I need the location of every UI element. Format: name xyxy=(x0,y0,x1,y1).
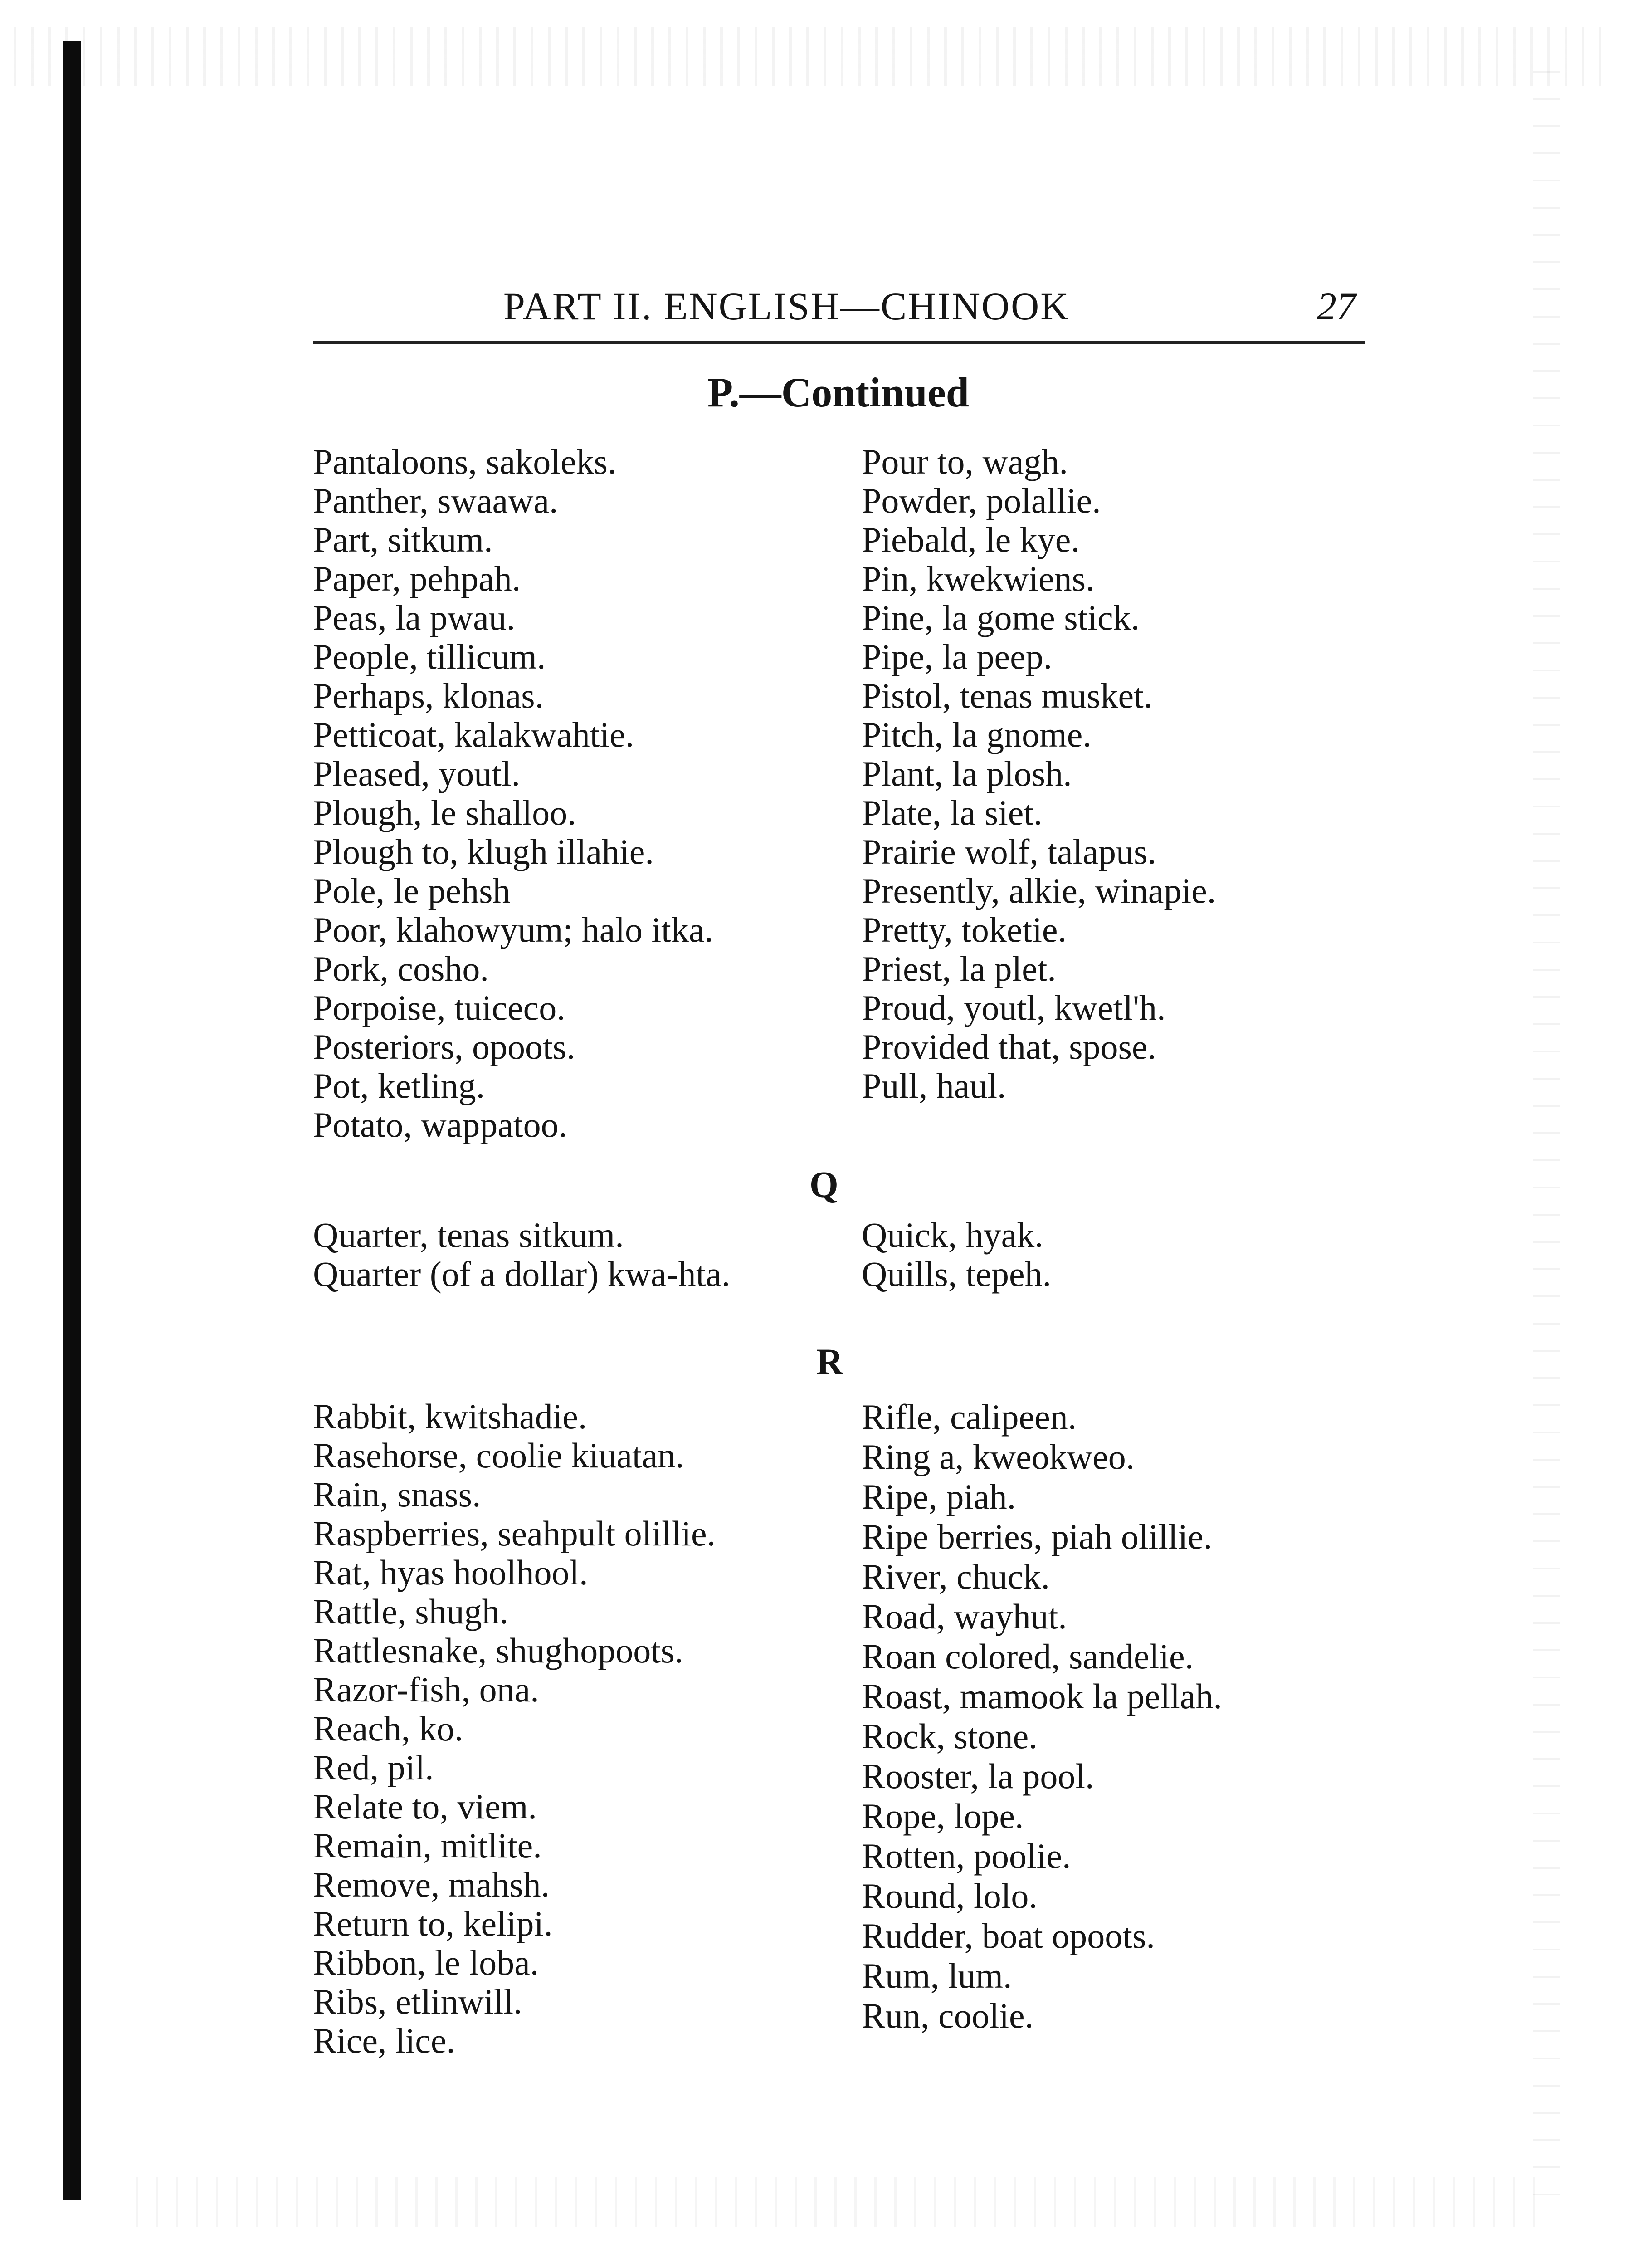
list-item: Pin, kwekwiens. xyxy=(862,559,1095,598)
list-item: Pot, ketling. xyxy=(313,1066,485,1105)
list-item: Plate, la siet. xyxy=(862,793,1043,832)
list-item: Plough, le shalloo. xyxy=(313,793,576,832)
list-item: Red, pil. xyxy=(313,1748,434,1787)
list-item: Rice, lice. xyxy=(313,2021,456,2060)
list-item: Ripe, piah. xyxy=(862,1477,1016,1516)
list-item: Powder, polallie. xyxy=(862,481,1101,520)
list-item: Porpoise, tuiceco. xyxy=(313,988,566,1027)
list-item: Pour to, wagh. xyxy=(862,442,1068,481)
list-item: Quarter, tenas sitkum. xyxy=(313,1215,624,1255)
header-title: PART II. ENGLISH—CHINOOK xyxy=(503,284,1070,328)
list-item: Rock, stone. xyxy=(862,1716,1038,1756)
list-item: Presently, alkie, winapie. xyxy=(862,871,1216,910)
list-item: Part, sitkum. xyxy=(313,520,493,559)
list-item: Rope, lope. xyxy=(862,1796,1024,1836)
list-item: Rotten, poolie. xyxy=(862,1836,1071,1876)
list-item: Ripe berries, piah olillie. xyxy=(862,1517,1213,1556)
section-r-letter: R xyxy=(816,1341,843,1382)
section-r-left-column xyxy=(313,1397,716,2060)
list-item: Pistol, tenas musket. xyxy=(862,676,1153,715)
book-spine-shadow xyxy=(63,41,81,2200)
list-item: Pole, le pehsh xyxy=(313,871,511,910)
page-number: 27 xyxy=(1317,284,1356,328)
list-item: Ribbon, le loba. xyxy=(313,1943,539,1982)
header-rule xyxy=(313,341,1365,344)
list-item: Pine, la gome stick. xyxy=(862,598,1140,637)
section-p-right-column xyxy=(862,442,1216,1105)
list-item: Rabbit, kwitshadie. xyxy=(313,1397,587,1436)
list-item: Pleased, youtl. xyxy=(313,754,521,793)
list-item: Pretty, toketie. xyxy=(862,910,1067,949)
list-item: Rasehorse, coolie kiuatan. xyxy=(313,1436,684,1475)
list-item: Quills, tepeh. xyxy=(862,1254,1052,1294)
list-item: River, chuck. xyxy=(862,1557,1050,1596)
list-item: Prairie wolf, talapus. xyxy=(862,832,1156,871)
list-item: Pipe, la peep. xyxy=(862,637,1053,676)
section-p-title: P.—Continued xyxy=(707,369,969,415)
list-item: Plough to, klugh illahie. xyxy=(313,832,654,871)
list-item: Rattle, shugh. xyxy=(313,1592,509,1631)
list-item: Rifle, calipeen. xyxy=(862,1397,1077,1437)
list-item: Pork, cosho. xyxy=(313,949,489,988)
list-item: Poor, klahowyum; halo itka. xyxy=(313,910,713,949)
list-item: Round, lolo. xyxy=(862,1876,1038,1916)
list-item: Ribs, etlinwill. xyxy=(313,1982,522,2021)
list-item: Peas, la pwau. xyxy=(313,598,516,637)
list-item: Reach, ko. xyxy=(313,1709,463,1748)
list-item: Petticoat, kalakwahtie. xyxy=(313,715,634,754)
list-item: Remain, mitlite. xyxy=(313,1826,542,1865)
scan-noise-right xyxy=(1533,64,1560,2195)
section-p-left-column xyxy=(313,442,713,1144)
list-item: Paper, pehpah. xyxy=(313,559,521,598)
list-item: Rooster, la pool. xyxy=(862,1756,1094,1796)
list-item: Piebald, le kye. xyxy=(862,520,1080,559)
section-q-left-column xyxy=(313,1216,871,1294)
list-item: People, tillicum. xyxy=(313,637,546,676)
list-item: Rudder, boat opoots. xyxy=(862,1916,1155,1955)
list-item: Pitch, la gnome. xyxy=(862,715,1092,754)
list-item: Razor-fish, ona. xyxy=(313,1670,539,1709)
scan-noise-bottom xyxy=(136,2177,1542,2227)
list-item: Run, coolie. xyxy=(862,1996,1034,2035)
list-item: Pantaloons, sakoleks. xyxy=(313,442,617,481)
list-item: Quarter (of a dollar) kwa-hta. xyxy=(313,1254,731,1294)
list-item: Provided that, spose. xyxy=(862,1027,1156,1066)
list-item: Perhaps, klonas. xyxy=(313,676,544,715)
list-item: Remove, mahsh. xyxy=(313,1865,550,1904)
list-item: Roan colored, sandelie. xyxy=(862,1637,1194,1676)
list-item: Plant, la plosh. xyxy=(862,754,1072,793)
list-item: Ring a, kweokweo. xyxy=(862,1437,1135,1476)
section-q-right-column xyxy=(862,1216,1051,1294)
list-item: Rat, hyas hoolhool. xyxy=(313,1553,588,1592)
list-item: Pull, haul. xyxy=(862,1066,1006,1105)
list-item: Rum, lum. xyxy=(862,1956,1012,1995)
list-item: Quick, hyak. xyxy=(862,1215,1043,1255)
list-item: Relate to, viem. xyxy=(313,1787,537,1826)
running-header xyxy=(313,284,1365,333)
list-item: Posteriors, opoots. xyxy=(313,1027,575,1066)
list-item: Proud, youtl, kwetl'h. xyxy=(862,988,1166,1027)
scan-noise-top xyxy=(14,27,1601,86)
section-q-letter: Q xyxy=(809,1164,838,1205)
list-item: Priest, la plet. xyxy=(862,949,1056,988)
list-item: Return to, kelipi. xyxy=(313,1904,553,1943)
list-item: Potato, wappatoo. xyxy=(313,1105,568,1144)
section-r-right-column xyxy=(862,1397,1222,2036)
list-item: Road, wayhut. xyxy=(862,1597,1067,1636)
list-item: Panther, swaawa. xyxy=(313,481,558,520)
list-item: Rain, snass. xyxy=(313,1475,481,1514)
list-item: Rattlesnake, shughopoots. xyxy=(313,1631,683,1670)
list-item: Raspberries, seahpult olillie. xyxy=(313,1514,716,1553)
list-item: Roast, mamook la pellah. xyxy=(862,1677,1223,1716)
